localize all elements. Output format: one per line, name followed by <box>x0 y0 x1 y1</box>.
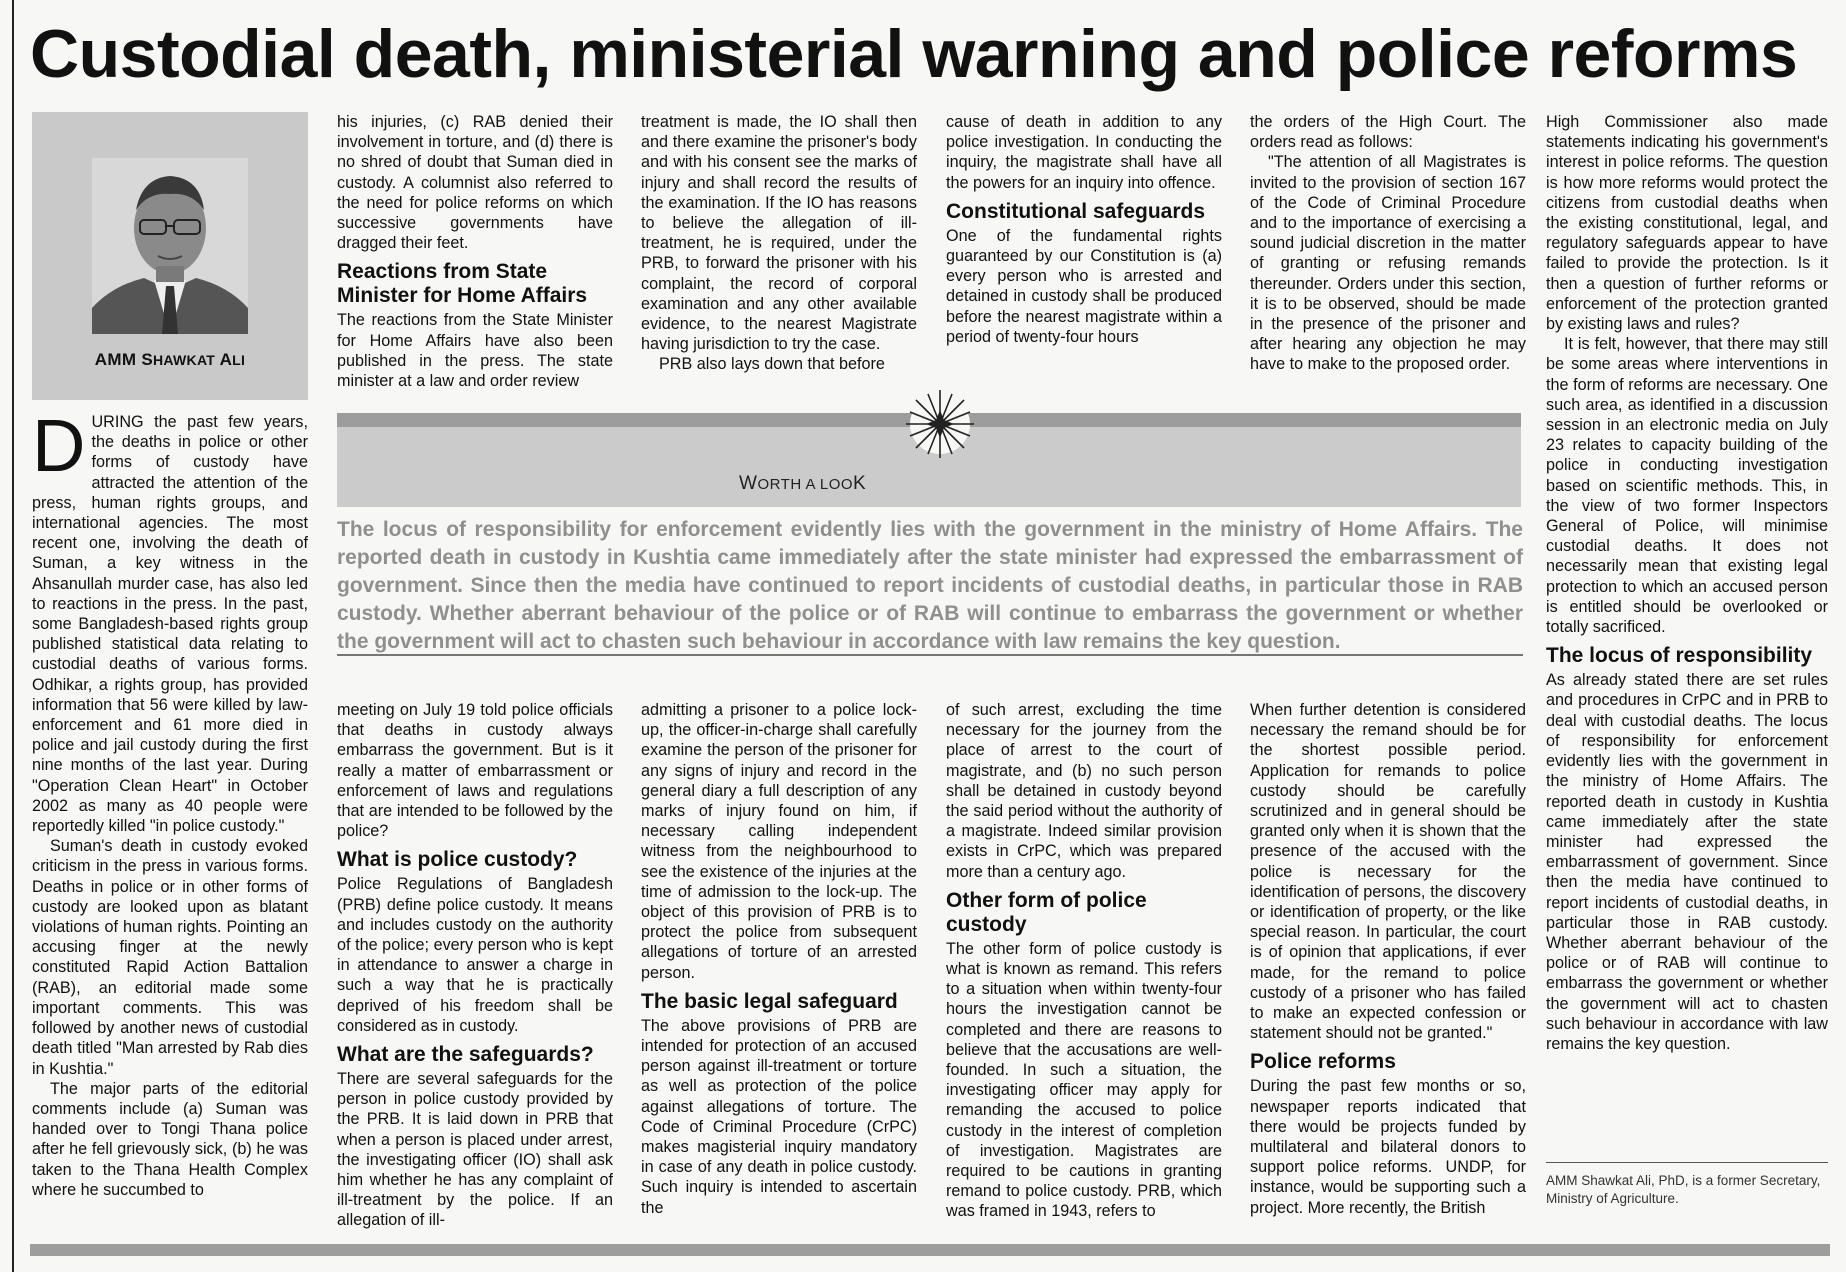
subhead-constitutional: Constitutional safeguards <box>946 199 1206 223</box>
paragraph: admitting a prisoner to a police lock-up, the officer-in-charge shall carefully examine the person of the prisoner for any signs of injury and record in the general diary a full description of any marks of injury found on him, if necessary calling independent witness from the neighbourhood to see the existence of the injuries at the time of admission to the lock-up. The object of this provision of PRB is to protect the police from subsequent allegations of torture of an arrested person. <box>641 701 917 982</box>
headline: Custodial death, ministerial warning and police reforms <box>30 16 1798 92</box>
paragraph: The reactions from the State Minister for Home Affairs have also been published in the press. The state minister at a law and order review <box>337 311 613 391</box>
subhead-locus: The locus of responsibility <box>1546 644 1813 668</box>
paragraph: treatment is made, the IO shall then and there examine the prisoner's body and with his consent see the marks of injury and shall record the results of the examination. If the IO has reasons to believe the allegation of ill-treatment, he is required, under the PRB, to forward the prisoner with his complaint, the record of corporal examination and any other available evidence, to the nearest Magistrate having jurisdiction to try the case. <box>641 113 917 354</box>
paragraph: the orders of the High Court. The orders read as follows: <box>1250 113 1526 152</box>
column-4-top <box>946 112 1222 396</box>
column-5-top <box>1250 112 1526 396</box>
column-2-top <box>337 112 613 396</box>
column-4-bottom <box>946 700 1222 1242</box>
drop-cap: D <box>32 412 86 487</box>
paragraph: When further detention is considered necessary the remand should be for the shortest possible period. Application for remands to police custody should be carefully scrutinized and in general should be granted only when it is shown that the presence of the accused with the police is necessary for the identification of persons, the discovery or identification of property, or the like special reason. In particular, the court is of opinion that applications, if ever made, for the remand to police custody of a prisoner who has failed to make an expected confession or statement should not be granted." <box>1250 701 1526 1043</box>
paragraph: The other form of police custody is what is known as remand. This refers to a situation when within twenty-four hours the investigation cannot be completed and there are reasons to believe that the accusations are well-founded. In such a situation, the investigating officer may apply for remanding the accused to police custody in the interest of completion of investigation. Magistrates are required to be cautions in granting remand to police custody. PRB, which was framed in 1943, refers to <box>946 939 1222 1221</box>
subhead-police-custody: What is police custody? <box>337 848 578 872</box>
pull-quote-text: The locus of responsibility for enforcement evidently lies with the government in the ministry of Home Affairs. The reported death in custody in Kushtia came immediately after the state minister had expressed the embarrassment of government. Since then the media have continued to report incidents of custodial deaths, in particular those in RAB custody. Whether aberrant behaviour of the police or of RAB will continue to embarrass the government or whether the government will act to chasten such behaviour in accordance with law remains the key question. <box>337 518 1523 653</box>
paragraph: Police Regulations of Bangladesh (PRB) define police custody. It means and includes custody on the authority of the police; every person who is kept in attendance to answer a charge in such a way that he is practically deprived of his freedom shall be considered as in custody. <box>337 875 613 1035</box>
paragraph: Suman's death in custody evoked criticism in the press in various forms. Deaths in police or in other forms of custody are looked upon as blatant violations of human rights. Pointing an accusing finger at the newly constituted Rapid Action Battalion (RAB), an editorial made some important comments. This was followed by another news of custodial death titled "Man arrested by Rab dies in Kushtia." <box>32 837 308 1078</box>
subhead-basic-legal: The basic legal safeguard <box>641 989 898 1013</box>
paragraph: One of the fundamental rights guaranteed by our Constitution is (a) every person who is arrested and detained in custody shall be produced before the nearest magistrate within a period of twenty-four hours <box>946 226 1222 346</box>
bio-divider <box>1546 1162 1828 1163</box>
paragraph: "The attention of all Magistrates is invited to the provision of section 167 of the Code of Criminal Procedure and to the importance of exercising a sound judicial discretion in the matter of granting or refusing remands thereunder. Orders under this section, it is to be observed, should be made in the presence of the prisoner and after hearing any objection he may have to make to the proposed order. <box>1250 153 1526 374</box>
paragraph: of such arrest, excluding the time necessary for the journey from the place of arrest to the court of magistrate, and (b) no such person shall be detained in custody beyond the said period without the authority of a magistrate. Indeed similar provision exists in CrPC, which was prepared more than a century ago. <box>946 701 1222 881</box>
author-name: AMM SHAWKAT ALI <box>94 350 246 369</box>
column-1 <box>32 412 308 1242</box>
paragraph: his injuries, (c) RAB denied their involvement in torture, and (d) there is no shred of doubt that Suman died in custody. A columnist also referred to the need for police reforms on which successive governments have dragged their feet. <box>337 113 613 253</box>
page-bottom-rule <box>30 1244 1830 1256</box>
intro-paragraph: DURING the past few years, the deaths in police or other forms of custody have attracted the attention of the press, human rights groups, and international agencies. The most recent one, involving the death of Suman, a key witness in the Ahsanullah murder case, has also led to reactions in the press. In the past, some Bangladesh-based rights group published statistical data relating to custodial deaths of various forms. Odhikar, a rights group, has provided information that 56 were killed by law-enforcement and 61 more died in police and jail custody during the first nine months of the last year. During "Operation Clean Heart" in October 2002 as many as 40 people were reportedly killed "in police custody." <box>32 412 308 836</box>
paragraph: meeting on July 19 told police officials that deaths in custody always embarrass the government. But is it really a matter of embarrassment or enforcement of laws and regulations that are intended to be followed by the police? <box>337 701 613 841</box>
subhead-police-reforms: Police reforms <box>1250 1050 1396 1074</box>
column-5-bottom <box>1250 700 1526 1242</box>
author-bio: AMM Shawkat Ali, PhD, is a former Secretary, Ministry of Agriculture. <box>1546 1173 1821 1206</box>
column-3-top <box>641 112 917 396</box>
column-6 <box>1546 112 1828 1158</box>
paragraph: As already stated there are set rules and procedures in CrPC and in PRB to deal with custodial deaths. The locus of responsibility for enforcement evidently lies with the government in the ministry of Home Affairs. The reported death in custody in Kushtia came immediately after the state minister had expressed the embarrassment of government. Since then the media have continued to report incidents of custodial deaths, in particular those in RAB custody. Whether aberrant behaviour of the police or of RAB will continue to embarrass the government or whether the government will act to chasten such behaviour in accordance with law remains the key question. <box>1546 671 1828 1053</box>
paragraph: During the past few months or so, newspaper reports indicated that there would be projects funded by multilateral and bilateral donors to support police reforms. UNDP, for instance, would be supporting such a project. More recently, the British <box>1250 1077 1526 1217</box>
starburst-icon <box>904 388 976 460</box>
column-2-bottom <box>337 700 613 1242</box>
paragraph: There are several safeguards for the person in police custody provided by the PRB. It is laid down in PRB that when a person is placed under arrest, the investigating officer (IO) shall ask him whether he has any complaint of ill-treatment by the police. If an allegation of ill- <box>337 1070 613 1230</box>
paragraph: It is felt, however, that there may still be some areas where interventions in the form of reforms are necessary. One such area, as identified in a discussion session in an electronic media on July 23 relates to capacity building of the police in conducting investigation based on scientific methods. This, in the view of two former Inspectors General of Police, will minimise custodial deaths. It does not necessarily mean that existing legal protection to which an accused person is entitled should be overlooked or totally sacrificed. <box>1546 335 1828 637</box>
paragraph: PRB also lays down that before <box>659 355 885 374</box>
subhead-safeguards: What are the safeguards? <box>337 1043 594 1067</box>
paragraph: The major parts of the editorial comments include (a) Suman was handed over to Tongi Thana police after he fell grievously sick, (b) he was taken to the Thana Health Complex where he succumbed to <box>32 1079 308 1199</box>
author-portrait-icon <box>92 158 248 334</box>
section-divider <box>337 654 1523 656</box>
paragraph: The above provisions of PRB are intended for protection of an accused person against ill-treatment or torture as well as protection of the police against allegations of torture. The Code of Criminal Procedure (CrPC) makes magisterial inquiry mandatory in case of any death in police custody. Such inquiry is intended to ascertain the <box>641 1016 917 1217</box>
paragraph: High Commissioner also made statements indicating his government's interest in police reforms. The question is how more reforms would protect the citizens from custodial deaths when the existing constitutional, legal, and regulatory safeguards appear to have failed to provide the protection. Is it then a question of further reforms or enforcement of the protection granted by existing laws and rules? <box>1546 113 1828 334</box>
author-photo <box>92 158 248 334</box>
paragraph: cause of death in addition to any police investigation. In conducting the inquiry, the magistrate shall have all the powers for an inquiry into offence. <box>946 113 1222 192</box>
subhead-other-form: Other form of police custody <box>946 888 1147 936</box>
column-3-bottom <box>641 700 917 1242</box>
page-left-rule <box>12 0 14 1272</box>
subhead-reactions: Reactions from State Minister for Home Affairs <box>337 260 588 308</box>
author-box <box>32 112 308 400</box>
pull-quote-title: WORTH A LOOK <box>739 473 867 494</box>
